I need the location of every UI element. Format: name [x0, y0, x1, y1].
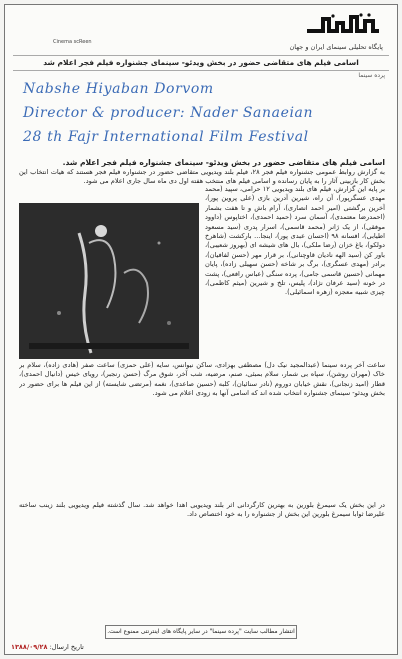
- document-page: [4, 4, 398, 655]
- date-value: ۱۳۸۸/۰۹/۲۸: [11, 643, 48, 651]
- article-body-paragraph-2: ساعت آخر پرده سینما (عبدالمجید نیک دل) مصطفی بهزادی، ساکن نیوانس، سایه (علی حمزی) ساعت صفر (هادی زاده)، سلام بر خاک (مهران روشن)، سپاه بی شمار، سلام بمبئی، صنم، مرضیه، شب آخر، شوق مرگ (حسن رنجبر)، رویای خیس (دانیال احمدی)، قطار (امید زنجانی)، نقش خیابان دوروم (نادر سنائیان)، کلبه (حسین صاعدی)، نغمه (مرتضی شایسته) از این فیلم ها برای حضور در بخش ویدئو- سینمای جشنواره انتخاب شده اند که اسامی آنها به زودی اعلام می شود.: [19, 361, 385, 398]
- handwritten-line-1: Nabshe Hiyaban Dorvom: [23, 81, 214, 97]
- article-body-right-column: بر پایه این گزارش، فیلم های بلند ویدیویی ۱۲ حرامی، سپید (محمد مهدی عسگرپور)، آن راه، شیرین آدرین بازی (علی پروین پور)، آخرین برگشتی (امیر احمد انصاری)، آرام باش و تا هفت بشمار (احمدرضا معتمدی)، آسمان سرد (حمید احمدی)، اختاپوس (داوود موفقی)، از یک ژانر (محمد قاسمی)، اسرار پدری (سید مسعود اطیابی)، افسانه ۹۸ (احسان عبدی پور)، اینجا... بارکشت (شاهرخ دولکو)، باغ خزان (رضا ملکی)، بال های شیشه ای (بهروز شعیبی)، باور کن (سید الهه نادیان قاوچنانی)، بر قرار مهر (حسن لفافیان)، برادر (مهدی عسگری)، برگ بر شاخه (حسن سهیلی زاده)، پایان مهمانی (حسین قاسمی جامی)، پرده سنگی (عباس رافعی)، پشت در خونه (سید عرفان نژاد)، پلیس، تلخ و شیرین (میثم کاظمی)، چیزی شبیه معجزه (زهره اسمائیلی).: [205, 185, 385, 297]
- article-body-paragraph-3: در این بخش یک سیمرغ بلورین به بهترین کارگردانی اثر بلند ویدیویی اهدا خواهد شد. سال گذشته فیلم ویدیویی بلند زینب ساخته علیرضا ثوابا سیمرغ بلورین این بخش از جشنواره را به خود اختصاص داد.: [19, 501, 385, 519]
- handwritten-line-2: Director & producer: Nader Sanaeian: [23, 105, 314, 121]
- date-label: تاریخ ارسال:: [49, 643, 84, 651]
- intro-text: به گزارش روابط عمومی جشنواره فیلم فجر ۲۸، فیلم بلند ویدیویی متقاضی حضور در جشنواره فیلم فجر هستند که هیات انتخاب این بخش کار بازبینی آثار را به پایان رسانده و اسامی فیلم های منتخب هفته اول دی ماه سال جاری اعلام می شود.: [19, 168, 385, 185]
- handwritten-line-3: 28 th Fajr International Film Festival: [23, 129, 309, 145]
- copyright-notice: انتشار مطالب سایت "پرده سینما" در سایر پایگاه های اینترنتی ممنوع است.: [105, 625, 297, 639]
- lead-paragraph: [19, 157, 385, 186]
- send-date: [11, 643, 84, 651]
- site-tagline: پایگاه تحلیلی سینمای ایران و جهان: [289, 43, 383, 51]
- section-label: پرده سینما: [358, 72, 385, 79]
- site-logo: [303, 11, 383, 41]
- page-title: اسامی فیلم های متقاضی حضور در بخش ویدئو- سینمای جشنواره فیلم فجر اعلام شد: [13, 55, 389, 71]
- film-still-image: [19, 203, 199, 359]
- logo-subtitle: Cinema scReen: [53, 39, 92, 45]
- lead-headline: اسامی فیلم های متقاضی حضور در بخش ویدئو- سینمای جشنواره فیلم فجر اعلام شد.: [62, 158, 385, 167]
